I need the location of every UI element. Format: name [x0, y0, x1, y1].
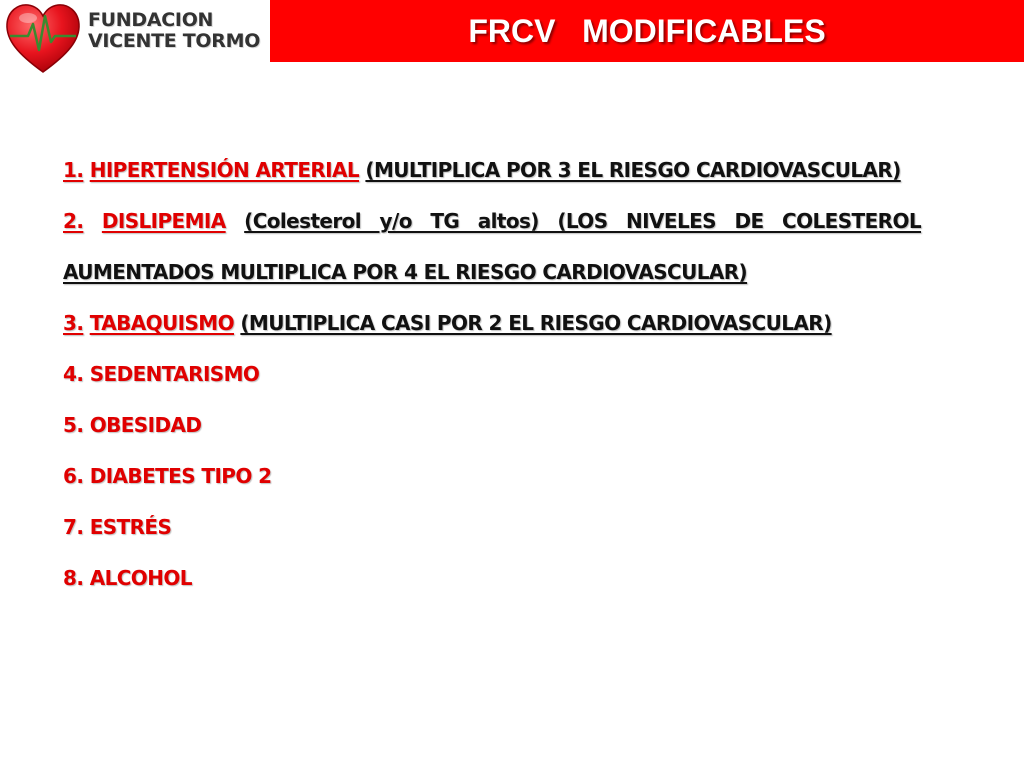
slide-title: FRCV MODIFICABLES: [468, 13, 826, 49]
brand-name-line-1: FUNDACION: [88, 9, 214, 31]
item-label: HIPERTENSIÓN ARTERIAL: [89, 158, 360, 182]
foundation-logo: [0, 0, 270, 80]
item-number: 3.: [63, 311, 84, 335]
title-bar: [270, 0, 1024, 62]
heart-pulse-icon: [4, 2, 82, 76]
item-number: 1.: [63, 158, 84, 182]
list-item: [63, 145, 921, 196]
list-item: [63, 400, 921, 451]
item-label: OBESIDAD: [89, 413, 202, 437]
list-item: [63, 502, 921, 553]
item-label: SEDENTARISMO: [89, 362, 260, 386]
list-item: [63, 196, 921, 298]
item-label: ESTRÉS: [89, 515, 172, 539]
item-note: (MULTIPLICA POR 3 EL RIESGO CARDIOVASCULAR): [365, 158, 901, 182]
list-item: [63, 298, 921, 349]
list-item: [63, 349, 921, 400]
item-note: (MULTIPLICA CASI POR 2 EL RIESGO CARDIOVASCULAR): [240, 311, 832, 335]
item-number: 4.: [63, 362, 84, 386]
item-number: 5.: [63, 413, 84, 437]
item-number: 6.: [63, 464, 84, 488]
item-number: 7.: [63, 515, 84, 539]
list-item: [63, 451, 921, 502]
brand-name-line-2: VICENTE TORMO: [88, 30, 261, 52]
item-label: TABAQUISMO: [89, 311, 234, 335]
risk-factor-list: [63, 145, 921, 604]
item-label: ALCOHOL: [89, 566, 192, 590]
item-number: 8.: [63, 566, 84, 590]
item-label: DISLIPEMIA: [101, 209, 226, 233]
item-label: DIABETES TIPO 2: [89, 464, 272, 488]
item-note: (Colesterol y/o TG altos) (LOS NIVELES DE COLESTEROL AUMENTADOS MULTIPLICA POR 4 EL RIESGO CARDIOVASCULAR): [63, 209, 922, 284]
list-item: [63, 553, 921, 604]
item-number: 2.: [63, 209, 84, 233]
